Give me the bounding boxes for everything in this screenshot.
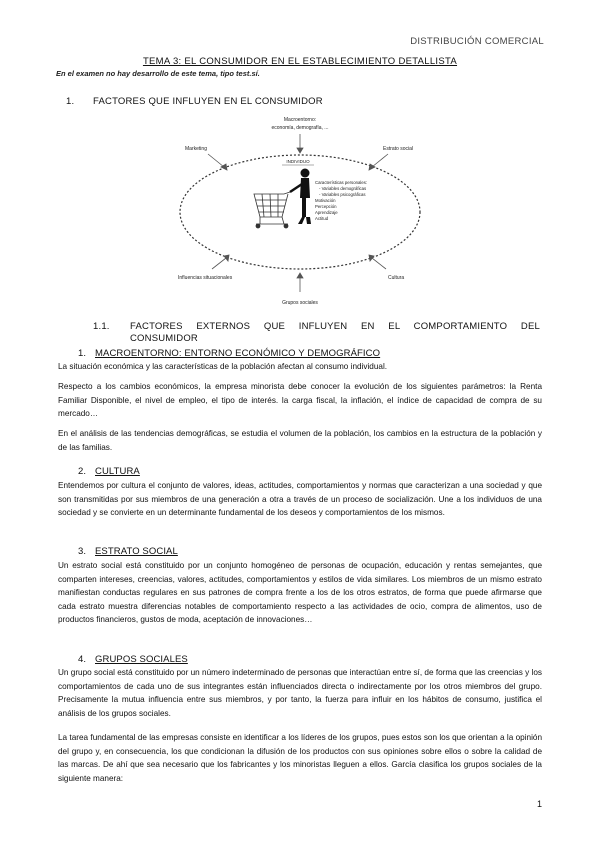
label-char-1: Características personales:: [315, 180, 368, 185]
label-char-6: Aprendizaje: [315, 210, 338, 215]
label-char-7: Actitud: [315, 216, 329, 221]
section-label-line2: CONSUMIDOR: [130, 333, 198, 344]
arrow-culture: [372, 258, 386, 269]
label-macro-2: economía, demografía, ...: [271, 125, 329, 131]
section-heading-1: [66, 96, 323, 107]
label-situational: Influencias situacionales: [178, 275, 233, 281]
section-label: FACTORES QUE INFLUYEN EN EL CONSUMIDOR: [93, 96, 323, 107]
label-char-4: Motivación: [315, 198, 336, 203]
shopping-cart-icon: [254, 192, 290, 228]
shopper-icon: [290, 169, 311, 225]
label-char-2: - Variables demográficas: [319, 186, 367, 191]
section-number: 1.: [66, 96, 75, 107]
section-label-line1: FACTORES EXTERNOS QUE INFLUYEN EN EL COMPORTAMIENTO DEL: [130, 321, 540, 332]
label-individual: INDIVIDUO: [286, 159, 310, 164]
subsection-heading: 1. MACROENTORNO: ENTORNO ECONÓMICO Y DEMOGRÁFICO: [78, 348, 381, 359]
document-title: TEMA 3: EL CONSUMIDOR EN EL ESTABLECIMIENTO DETALLISTA: [142, 56, 458, 67]
page-number: 1: [536, 799, 542, 809]
arrow-social: [372, 154, 388, 167]
arrow-situational: [212, 258, 226, 269]
subsection-label: GRUPOS SOCIALES: [95, 654, 188, 665]
paragraph: Un grupo social está constituido por un número indeterminado de personas que interactúan entre sí, de forma que las creencias y los comportamientos de cada uno de sus integrantes están influenciados directa o indirectamente por los otros miembros del grupo. Precisamente la mutua influencia entre sus miembros, y por tanto, la fuerza para influir en los hábitos de consumo, justifica el análisis de los grupos sociales.: [58, 668, 542, 718]
subsection-heading: 2. CULTURA: [78, 466, 140, 477]
paragraph: Un estrato social está constituido por un conjunto homogéneo de personas de ocupación, educación y rentas semejantes, que comparten intereses, creencias, valores, actitudes, comportamientos y estilos de vida similares. Los miembros de un mismo estrato manifiestan conductas regulares en sus patrones de compra frente a los de los otros estratos, de forma que puede afirmarse que cada estrato muestra diferencias notables de comportamiento respecto a las actividades de ocio, compra de alimentos, uso de productos financieros, gustos de moda, aceptación de innovaciones…: [58, 561, 542, 624]
paragraph: Respecto a los cambios económicos, la empresa minorista debe conocer la evolución de los siguientes parámetros: la Renta Familiar Disponible, el nivel de empleo, el tipo de interés. la carga fiscal, la inflación, el índice de capacidad de compra de su mercado…: [58, 382, 542, 418]
subsection-label: CULTURA: [95, 466, 140, 477]
arrow-culture-head: [369, 255, 374, 261]
label-char-3: - Variables psicográficas: [319, 192, 366, 197]
paragraph: La tarea fundamental de las empresas consiste en identificar a los líderes de los grupos, pues estos son los que orientan a la opinión del grupo y, en consecuencia, los que condicionan la difusión de los productos con sus opiniones sobre ellos o sobre la calidad de las marcas. De ahí que sea necesario que los fabricantes y los minoristas lleguen a ellos. García clasifica los grupos sociales de la siguiente manera:: [58, 733, 542, 783]
arrow-situational-head: [224, 255, 229, 261]
subsection-label: MACROENTORNO: ENTORNO ECONÓMICO Y DEMOGRÁFICO: [95, 348, 381, 359]
influence-ellipse: [180, 155, 420, 269]
label-social: Estrato social: [382, 146, 414, 152]
label-char-5: Percepción: [315, 204, 337, 209]
label-culture: Cultura: [388, 275, 405, 281]
exam-note: En el examen no hay desarrollo de este tema, tipo test.sí.: [56, 69, 260, 78]
label-macro-1: Macroentorno:: [283, 117, 317, 123]
subsection-heading: 3. ESTRATO SOCIAL: [78, 546, 178, 557]
paragraph: Entendemos por cultura el conjunto de valores, ideas, actitudes, comportamientos y normas que caracterizan a una sociedad y que son transmitidas por sus miembros de una generación a otra a través de un proceso de socialización. Une a los individuos de una sociedad y se convierte en un determinante fundamental de los deseos y comportamientos de los mismos.: [58, 481, 542, 517]
paragraph: En el análisis de las tendencias demográficas, se estudia el volumen de la población, los cambios en la estructura de la población y de las familias.: [58, 429, 542, 452]
paragraph: La situación económica y las características de la población afectan al consumo individual.: [58, 362, 388, 371]
arrow-marketing: [208, 154, 224, 167]
label-marketing: Marketing: [185, 146, 207, 152]
section-number: 1.1.: [93, 321, 110, 332]
label-groups: Grupos sociales: [282, 300, 318, 306]
subsection-label: ESTRATO SOCIAL: [95, 546, 178, 557]
consumer-factors-diagram: [150, 112, 450, 312]
arrow-macro-head: [297, 148, 303, 153]
page-header: DISTRIBUCIÓN COMERCIAL: [410, 36, 544, 47]
subsection-heading: 4. GRUPOS SOCIALES: [78, 654, 188, 665]
arrow-groups-head: [297, 273, 303, 278]
